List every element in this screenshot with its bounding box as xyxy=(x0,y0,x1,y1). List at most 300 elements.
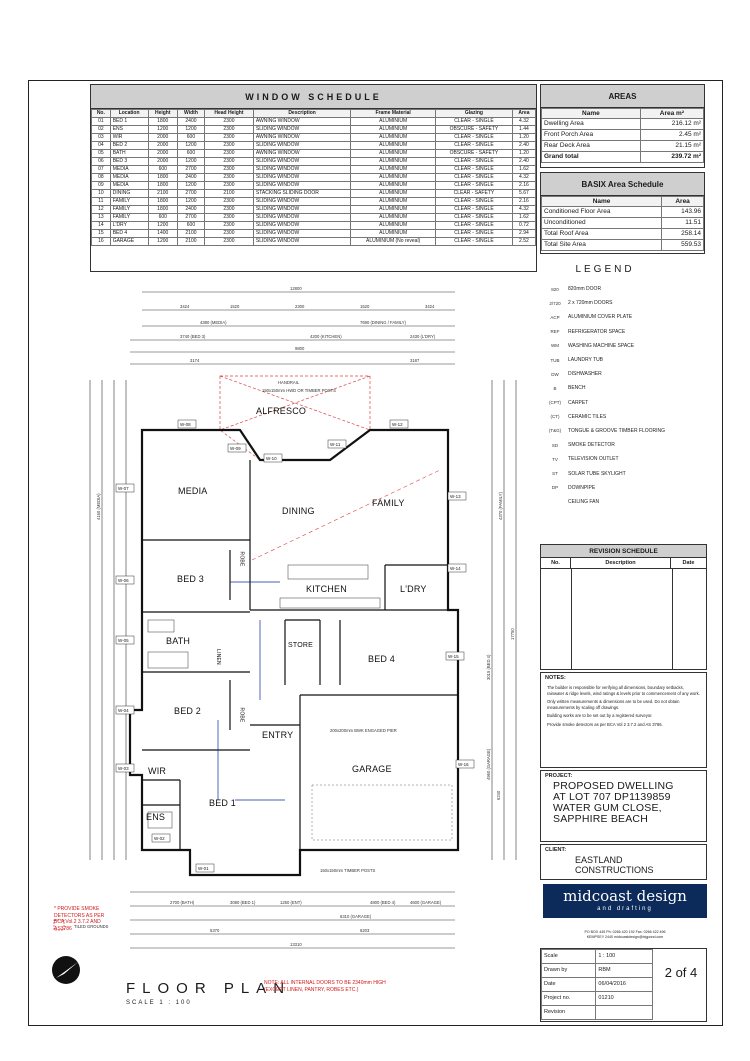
ws-cell: 2000 xyxy=(148,134,177,142)
logo-tag: and drafting xyxy=(597,906,653,912)
bottom-dimension: 13310 xyxy=(290,942,302,947)
ws-row xyxy=(92,134,536,142)
ws-cell: 2300 xyxy=(204,134,253,142)
legend-list xyxy=(542,282,702,509)
room-bed2: BED 2 xyxy=(174,706,202,716)
legend-desc: 2 x 720mm DOORS xyxy=(568,300,613,307)
ws-cell: ALUMINIUM xyxy=(351,198,436,206)
room-kitchen: KITCHEN xyxy=(306,584,347,594)
ws-cell: 1800 xyxy=(148,182,177,190)
ws-row xyxy=(92,142,536,150)
ws-cell: 2300 xyxy=(204,142,253,150)
ws-cell: 15 xyxy=(92,230,111,238)
ws-cell: 2300 xyxy=(204,118,253,126)
side-dimension: 4160 (MEDIA) xyxy=(96,493,101,520)
top-dimension: 3424 xyxy=(180,304,190,309)
tb-row xyxy=(542,992,653,1006)
ws-row xyxy=(92,182,536,190)
bottom-dimension: 1250 (ENT) xyxy=(280,900,302,905)
revision-title: REVISION SCHEDULE xyxy=(541,545,706,558)
ws-cell: 2300 xyxy=(204,150,253,158)
legend-code: ACP xyxy=(550,314,560,320)
areas-row xyxy=(542,119,704,130)
ws-cell: 2000 xyxy=(148,142,177,150)
ws-cell: ALUMINIUM xyxy=(351,158,436,166)
areas-cell: Front Porch Area xyxy=(542,130,641,141)
legend-row xyxy=(542,452,702,466)
rev-col-desc: Description xyxy=(571,558,671,568)
ws-cell: SLIDING WINDOW xyxy=(253,198,350,206)
ws-row xyxy=(92,166,536,174)
room-robe-2: ROBE xyxy=(238,707,245,723)
ws-cell: ALUMINIUM xyxy=(351,166,436,174)
basix-row xyxy=(542,218,704,229)
top-dimension: 3740 (BED 3) xyxy=(180,334,206,339)
ws-cell: 07 xyxy=(92,166,111,174)
garage-door xyxy=(312,785,452,840)
rev-col-no: No. xyxy=(541,558,571,568)
notes-line: Provide smoke detectors as per BCA Vol 2 3.7.2 and AS 3786. xyxy=(547,721,663,727)
ws-cell: CLEAR - SINGLE xyxy=(436,158,513,166)
legend-row xyxy=(542,310,702,324)
legend-code: 820 xyxy=(551,286,559,292)
ws-cell: ALUMINIUM xyxy=(351,118,436,126)
areas-header-cell: Name xyxy=(542,109,641,119)
sheet-number: 2 of 4 xyxy=(664,965,698,980)
project-box xyxy=(540,770,707,842)
ws-cell: SLIDING WINDOW xyxy=(253,142,350,150)
ws-cell: 2300 xyxy=(204,238,253,246)
tb-cell: Scale xyxy=(542,950,596,964)
tb-row xyxy=(542,1006,653,1020)
ws-cell: OBSCURE - SAFETY xyxy=(436,150,513,158)
legend-row xyxy=(542,410,702,424)
revision-schedule xyxy=(540,544,707,670)
ws-cell: 1200 xyxy=(148,222,177,230)
areas-row xyxy=(542,152,704,163)
floor-plan-drawing xyxy=(30,280,535,1000)
ws-cell: 2100 xyxy=(148,190,177,198)
ws-cell: 0.72 xyxy=(512,222,535,230)
ws-cell: ENS xyxy=(110,126,148,134)
legend-desc: REFRIGERATOR SPACE xyxy=(568,328,626,335)
areas-cell: 2.45 m² xyxy=(640,130,703,141)
ws-row xyxy=(92,214,536,222)
ws-cell: ALUMINIUM xyxy=(351,150,436,158)
ws-cell: CLEAR - SAFETY xyxy=(436,190,513,198)
ws-cell: SLIDING WINDOW xyxy=(253,222,350,230)
ws-cell: BED 1 xyxy=(110,118,148,126)
ws-cell: 2100 xyxy=(177,238,204,246)
legend-code: 2/720 xyxy=(549,300,561,306)
basix-row xyxy=(542,229,704,240)
tb-cell: 06/04/2016 xyxy=(596,978,653,992)
logo-contact-line1: PO BOX 445 Ph: 0266 420 192 Fax: 0266 422 496 xyxy=(584,930,666,934)
ws-cell: 2400 xyxy=(177,174,204,182)
project-label: PROJECT: xyxy=(545,773,573,779)
areas-cell: Dwelling Area xyxy=(542,119,641,130)
roof-line xyxy=(252,470,440,560)
bottom-dimension: 4800 (BED 4) xyxy=(370,900,396,905)
tb-row xyxy=(542,964,653,978)
ws-cell: 14 xyxy=(92,222,111,230)
client-line: CONSTRUCTIONS xyxy=(575,865,654,875)
ws-cell: SLIDING WINDOW xyxy=(253,182,350,190)
basix-title: BASIX Area Schedule xyxy=(541,173,704,196)
legend-row xyxy=(542,438,702,452)
areas-row xyxy=(542,130,704,141)
ws-cell: 1200 xyxy=(148,126,177,134)
room-bed3: BED 3 xyxy=(177,574,205,584)
ws-cell: 06 xyxy=(92,158,111,166)
ws-row xyxy=(92,158,536,166)
window-tag: W-13 xyxy=(450,494,461,499)
handrail-note: HANDRAIL xyxy=(278,380,300,385)
legend-desc: LAUNDRY TUB xyxy=(568,357,604,364)
plan-title: FLOOR PLAN xyxy=(126,980,292,997)
ws-row xyxy=(92,230,536,238)
legend-title: LEGEND xyxy=(575,264,635,275)
legend-desc: SMOKE DETECTOR xyxy=(568,442,615,449)
basix-header-cell: Area xyxy=(662,197,704,207)
bottom-dimension: 6203 xyxy=(360,928,370,933)
ws-cell: SLIDING WINDOW xyxy=(253,206,350,214)
ws-cell: BED 2 xyxy=(110,142,148,150)
notes-box xyxy=(540,672,707,768)
top-dimension: 4200 (KITCHEN) xyxy=(310,334,342,339)
ws-cell: CLEAR - SINGLE xyxy=(436,142,513,150)
legend-code: B xyxy=(553,385,557,391)
company-logo xyxy=(543,884,707,918)
ws-cell: ALUMINIUM xyxy=(351,222,436,230)
legend-code: DW xyxy=(551,371,559,377)
ws-cell: 2.16 xyxy=(512,198,535,206)
legend-code: REF xyxy=(550,329,560,335)
notes-line: Building works are to be set out by a registered surveyor. xyxy=(547,713,653,718)
ws-cell: 05 xyxy=(92,150,111,158)
tb-cell: Date xyxy=(542,978,596,992)
legend-row xyxy=(542,481,702,495)
room-family: FAMILY xyxy=(372,498,405,508)
ws-cell: CLEAR - SINGLE xyxy=(436,214,513,222)
ws-cell: 600 xyxy=(177,150,204,158)
areas-row xyxy=(542,141,704,152)
ws-cell: OBSCURE - SAFETY xyxy=(436,126,513,134)
window-tag: W-03 xyxy=(118,766,129,771)
top-dimension: 9800 xyxy=(295,346,305,351)
tb-cell xyxy=(596,1006,653,1020)
ws-cell: ALUMINIUM xyxy=(351,134,436,142)
ws-cell: 600 xyxy=(177,222,204,230)
ws-cell: ALUMINIUM xyxy=(351,190,436,198)
window-tag: W-09 xyxy=(230,446,241,451)
ws-cell: 2300 xyxy=(204,166,253,174)
ws-cell: 4.32 xyxy=(512,206,535,214)
ws-cell: 1200 xyxy=(177,142,204,150)
ws-cell: CLEAR - SINGLE xyxy=(436,118,513,126)
legend-code: DP xyxy=(551,485,559,491)
ws-cell: 2000 xyxy=(148,150,177,158)
tb-cell: Revision xyxy=(542,1006,596,1020)
legend-row xyxy=(542,396,702,410)
ws-header-cell: Description xyxy=(253,110,350,118)
ws-cell: ALUMINIUM xyxy=(351,206,436,214)
legend-desc: DOWNPIPE xyxy=(568,484,596,491)
top-dimension: 2430 (L'DRY) xyxy=(410,334,436,339)
ws-cell: 2300 xyxy=(204,206,253,214)
title-block xyxy=(540,948,707,1022)
plan-scale: SCALE 1 : 100 xyxy=(126,1000,192,1006)
basix-cell: Total Site Area xyxy=(542,240,662,251)
bottom-dimension: 5370 xyxy=(210,928,220,933)
ws-cell: 10 xyxy=(92,190,111,198)
ws-header-cell: Head Height xyxy=(204,110,253,118)
dimension-text xyxy=(96,286,515,947)
bottom-dimension: 2700 (BATH) xyxy=(170,900,195,905)
ws-cell: SLIDING WINDOW xyxy=(253,174,350,182)
ws-cell: MEDIA xyxy=(110,182,148,190)
areas-header-cell: Area m² xyxy=(640,109,703,119)
ws-cell: ALUMINIUM xyxy=(351,174,436,182)
tb-cell: 01210 xyxy=(596,992,653,1006)
ws-cell: 1200 xyxy=(177,158,204,166)
ws-cell: 1.20 xyxy=(512,134,535,142)
ws-cell: SLIDING WINDOW xyxy=(253,230,350,238)
legend-desc: TELEVISION OUTLET xyxy=(568,456,619,463)
ws-cell: MEDIA xyxy=(110,174,148,182)
legend-code: (T&G) xyxy=(548,428,562,434)
project-line: WATER GUM CLOSE, xyxy=(553,802,662,814)
ws-cell: 2300 xyxy=(204,230,253,238)
ws-cell: CLEAR - SINGLE xyxy=(436,174,513,182)
legend-row xyxy=(542,353,702,367)
logo-contact-line2: KEMPSEY 2440 midcoastdesign@bigpond.com xyxy=(586,935,664,939)
tb-cell: 1 : 100 xyxy=(596,950,653,964)
window-tag: W-07 xyxy=(118,486,129,491)
ws-cell: AWNING WINDOW xyxy=(253,150,350,158)
ws-cell: SLIDING WINDOW xyxy=(253,126,350,134)
areas-cell: Grand total xyxy=(542,152,641,163)
ws-cell: 1.44 xyxy=(512,126,535,134)
legend-desc: DISHWASHER xyxy=(568,371,602,378)
ws-cell: SLIDING WINDOW xyxy=(253,158,350,166)
legend-desc: 820mm DOOR xyxy=(568,286,602,293)
ws-row xyxy=(92,150,536,158)
legend-row xyxy=(542,325,702,339)
ws-row xyxy=(92,118,536,126)
bottom-dimension: 3080 (BED 1) xyxy=(230,900,256,905)
ws-cell: ALUMINIUM xyxy=(351,142,436,150)
tb-row xyxy=(542,978,653,992)
notes-line: Only written measurements & dimensions are to be used. Do not obtain measurements by scaling off drawings. xyxy=(547,699,680,710)
ws-cell: 2000 xyxy=(148,158,177,166)
window-schedule-title: WINDOW SCHEDULE xyxy=(91,85,536,109)
basix-row xyxy=(542,240,704,251)
ws-row xyxy=(92,206,536,214)
window-schedule-table xyxy=(91,109,536,246)
basix-cell: 143.96 xyxy=(662,207,704,218)
legend-code: (CT) xyxy=(550,414,560,420)
rev-col-date: Date xyxy=(682,560,695,566)
ws-cell: 2300 xyxy=(204,222,253,230)
ws-cell: FAMILY xyxy=(110,214,148,222)
ws-cell: ALUMINIUM xyxy=(351,182,436,190)
basix-cell: 559.53 xyxy=(662,240,704,251)
project-line: AT LOT 707 DP1139859 xyxy=(553,791,671,803)
top-dimension: 1520 xyxy=(360,304,370,309)
window-tag: W-14 xyxy=(450,566,461,571)
basix-area-schedule xyxy=(540,172,705,254)
ws-cell: 2300 xyxy=(204,182,253,190)
room-dining: DINING xyxy=(282,506,315,516)
basix-cell: Conditioned Floor Area xyxy=(542,207,662,218)
ws-cell: ALUMINIUM xyxy=(351,230,436,238)
legend-desc: BENCH xyxy=(568,385,586,392)
post-note-2: 150x150mm TIMBER POSTS xyxy=(320,868,376,873)
tiled-label: TILED GROUNDS xyxy=(74,924,109,929)
ws-header-cell: Glazing xyxy=(436,110,513,118)
north-arrow xyxy=(52,956,80,984)
ws-cell: 02 xyxy=(92,126,111,134)
basix-cell: Unconditioned xyxy=(542,218,662,229)
room-linen: LINEN xyxy=(214,649,221,665)
top-dimension: 3424 xyxy=(425,304,435,309)
ws-cell: 1200 xyxy=(177,198,204,206)
notes-label: NOTES: xyxy=(545,675,566,681)
legend-desc: SOLAR TUBE SKYLIGHT xyxy=(568,470,626,477)
tb-row xyxy=(542,950,653,964)
project-address xyxy=(541,781,706,825)
ws-header-cell: Height xyxy=(148,110,177,118)
top-dimension: 3174 xyxy=(190,358,200,363)
ws-cell: 600 xyxy=(177,134,204,142)
window-tag: W-15 xyxy=(448,654,459,659)
legend-code: SD xyxy=(551,442,559,448)
areas-cell: 239.72 m² xyxy=(640,152,703,163)
client-box xyxy=(540,844,707,880)
window-schedule xyxy=(90,84,537,272)
legend-row xyxy=(542,381,702,395)
project-line: SAPPHIRE BEACH xyxy=(553,813,648,825)
ws-cell: CLEAR - SINGLE xyxy=(436,222,513,230)
ws-cell: 5.67 xyxy=(512,190,535,198)
ws-cell: CLEAR - SINGLE xyxy=(436,198,513,206)
ws-header-cell: Frame Material xyxy=(351,110,436,118)
top-dimension: 1520 xyxy=(230,304,240,309)
legend-row xyxy=(542,367,702,381)
ws-cell: STACKING SLIDING DOOR xyxy=(253,190,350,198)
ws-cell: 1.20 xyxy=(512,150,535,158)
room-bed1: BED 1 xyxy=(209,798,237,808)
legend-row xyxy=(542,339,702,353)
room-media: MEDIA xyxy=(178,486,208,496)
ws-cell: 2.40 xyxy=(512,158,535,166)
annotation-dimensions xyxy=(218,582,285,800)
top-dimension: 4380 (MEDIA) xyxy=(200,320,227,325)
ws-cell: 4.32 xyxy=(512,118,535,126)
ws-cell: 01 xyxy=(92,118,111,126)
ws-cell: SLIDING WINDOW xyxy=(253,214,350,222)
post-note: 150x150mm HWD OR TIMBER POSTS xyxy=(262,388,336,393)
legend-desc: CARPET xyxy=(568,399,589,406)
legend-desc: WASHING MACHINE SPACE xyxy=(568,342,635,349)
window-tag: W-16 xyxy=(458,762,469,767)
legend-row xyxy=(542,296,702,310)
project-line: PROPOSED DWELLING xyxy=(553,780,674,792)
ws-cell: GARAGE xyxy=(110,238,148,246)
side-dimension: 17750 xyxy=(510,628,515,640)
ws-cell: 03 xyxy=(92,134,111,142)
ws-row xyxy=(92,238,536,246)
ws-cell: MEDIA xyxy=(110,166,148,174)
ws-cell: CLEAR - SINGLE xyxy=(436,238,513,246)
ws-cell: 2700 xyxy=(177,166,204,174)
areas-cell: 21.15 m² xyxy=(640,141,703,152)
legend-desc: ALUMINIUM COVER PLATE xyxy=(568,314,633,321)
ws-cell: 600 xyxy=(148,166,177,174)
ws-cell: 2.16 xyxy=(512,182,535,190)
ws-cell: 1800 xyxy=(148,174,177,182)
legend-code: WM xyxy=(551,343,559,349)
legend-desc: TONGUE & GROOVE TIMBER FLOORING xyxy=(568,427,666,434)
ws-cell: 4.32 xyxy=(512,174,535,182)
ws-cell: 2700 xyxy=(177,190,204,198)
ws-cell: 1800 xyxy=(148,198,177,206)
ws-header-cell: Location xyxy=(110,110,148,118)
basix-cell: Total Roof Area xyxy=(542,229,662,240)
ws-cell: AWNING WINDOW xyxy=(253,118,350,126)
window-tag: W-02 xyxy=(154,836,165,841)
ws-cell: 600 xyxy=(148,214,177,222)
ws-cell: BED 4 xyxy=(110,230,148,238)
ws-header-cell: Width xyxy=(177,110,204,118)
ws-row xyxy=(92,190,536,198)
basix-row xyxy=(542,207,704,218)
bottom-dimension: 4600 (GARAGE) xyxy=(410,900,442,905)
ws-cell: CLEAR - SINGLE xyxy=(436,230,513,238)
legend-desc: CEILING FAN xyxy=(568,498,600,505)
side-dimension: 3015 (BED 4) xyxy=(486,654,491,680)
ws-cell: 04 xyxy=(92,142,111,150)
ws-cell: 1200 xyxy=(177,126,204,134)
top-dimension: 12800 xyxy=(290,286,302,291)
legend-row xyxy=(542,282,702,296)
room-alfresco: ALFRESCO xyxy=(256,406,307,416)
ws-cell: 16 xyxy=(92,238,111,246)
side-dimension: 4370 (FAMILY) xyxy=(498,492,503,520)
client-name xyxy=(541,855,706,875)
client-line: EASTLAND xyxy=(575,855,623,865)
room-wir: WIR xyxy=(148,766,167,776)
ws-cell: 2100 xyxy=(204,190,253,198)
tb-cell: RBM xyxy=(596,964,653,978)
ws-header-cell: No. xyxy=(92,110,111,118)
plan-note: NOTE: ALL INTERNAL DOORS TO BE 2340mm HIGH (EXCEPT LINEN, PANTRY, ROBES ETC.) xyxy=(264,980,386,993)
tb-cell: Project no. xyxy=(542,992,596,1006)
areas-cell: Rear Deck Area xyxy=(542,141,641,152)
ws-cell: WIR xyxy=(110,134,148,142)
ws-cell: 2.52 xyxy=(512,238,535,246)
ws-cell: AWNING WINDOW xyxy=(253,134,350,142)
areas-table xyxy=(540,84,705,168)
basix-cell: 11.51 xyxy=(662,218,704,229)
room-ldry: L'DRY xyxy=(400,584,427,594)
ws-cell: 2400 xyxy=(177,118,204,126)
ws-row xyxy=(92,198,536,206)
ws-cell: 12 xyxy=(92,206,111,214)
ws-cell: 1.62 xyxy=(512,166,535,174)
legend-code: TV xyxy=(552,456,558,462)
